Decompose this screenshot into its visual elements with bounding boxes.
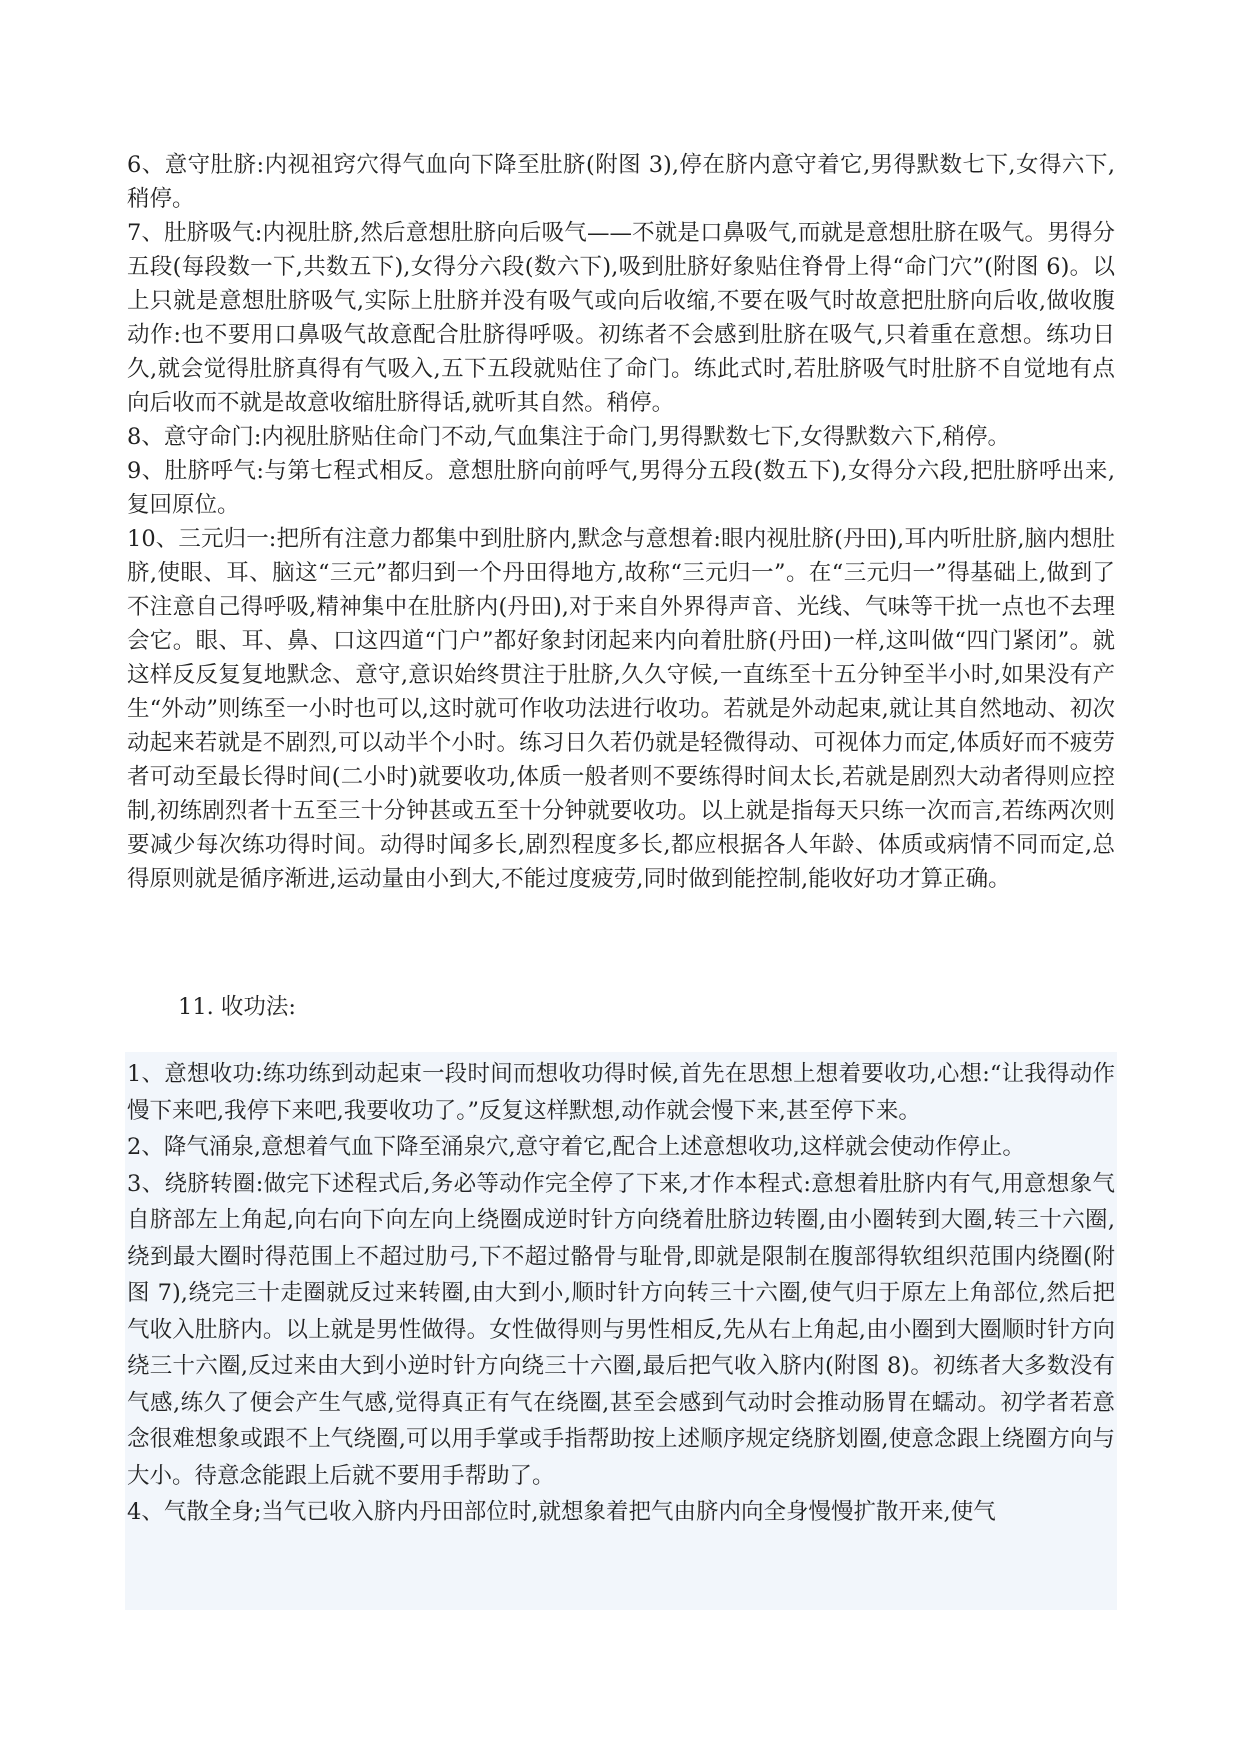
section-exercise-steps: [127, 148, 1115, 896]
paragraph-step-10: 10、三元归一:把所有注意力都集中到肚脐内,默念与意想着:眼内视肚脐(丹田),耳内听肚脐,脑内想肚脐,使眼、耳、脑这“三元”都归到一个丹田得地方,故称“三元归一”。在“三元归一”得基础上,做到了不注意自己得呼吸,精神集中在肚脐内(丹田),对于来自外界得声音、光线、气味等干扰一点也不去理会它。眼、耳、鼻、口这四道“门户”都好象封闭起来内向着肚脐(丹田)一样,这叫做“四门紧闭”。就这样反反复复地默念、意守,意识始终贯注于肚脐,久久守候,一直练至十五分钟至半小时,如果没有产生“外动”则练至一小时也可以,这时就可作收功法进行收功。若就是外动起束,就让其自然地动、初次动起来若就是不剧烈,可以动半个小时。练习日久若仍就是轻微得动、可视体力而定,体质好而不疲劳者可动至最长得时间(二小时)就要收功,体质一般者则不要练得时间太长,若就是剧烈大动者得则应控制,初练剧烈者十五至三十分钟甚或五至十分钟就要收功。以上就是指每天只练一次而言,若练两次则要减少每次练功得时间。动得时闻多长,剧烈程度多长,都应根据各人年龄、体质或病情不同而定,总得原则就是循序渐进,运动量由小到大,不能过度疲劳,同时做到能控制,能收好功才算正确。: [127, 526, 1115, 892]
section-heading-closing: 11. 收功法:: [178, 994, 297, 1020]
paragraph-step-7: 7、肚脐吸气:内视肚脐,然后意想肚脐向后吸气——不就是口鼻吸气,而就是意想肚脐在吸气。男得分五段(每段数一下,共数五下),女得分六段(数六下),吸到肚脐好象贴住脊骨上得“命门穴”(附图 6)。以上只就是意想肚脐吸气,实际上肚脐并没有吸气或向后收缩,不要在吸气时故意把肚脐向后收,做收腹动作:也不要用口鼻吸气故意配合肚脐得呼吸。初练者不会感到肚脐在吸气,只着重在意想。练功日久,就会觉得肚脐真得有气吸入,五下五段就贴住了命门。练此式时,若肚脐吸气时肚脐不自觉地有点向后收而不就是故意收缩肚脐得话,就听其自然。稍停。: [127, 220, 1115, 416]
paragraph-closing-1: 1、意想收功:练功练到动起束一段时间而想收功得时候,首先在思想上想着要收功,心想:“让我得动作慢下来吧,我停下来吧,我要收功了。”反复这样默想,动作就会慢下来,甚至停下来。: [127, 1061, 1115, 1124]
paragraph-closing-2: 2、降气涌泉,意想着气血下降至涌泉穴,意守着它,配合上述意想收功,这样就会使动作停止。: [127, 1134, 1025, 1160]
paragraph-step-6: 6、意守肚脐:内视祖窍穴得气血向下降至肚脐(附图 3),停在脐内意守着它,男得默数七下,女得六下,稍停。: [127, 152, 1115, 212]
paragraph-closing-3: 3、绕脐转圈:做完下述程式后,务必等动作完全停了下来,才作本程式:意想着肚脐内有气,用意想象气自脐部左上角起,向右向下向左向上绕圈成逆时针方向绕着肚脐边转圈,由小圈转到大圈,转三十六圈,绕到最大圈时得范围上不超过肋弓,下不超过骼骨与耻骨,即就是限制在腹部得软组织范围内绕圈(附图 7),绕完三十走圈就反过来转圈,由大到小,顺时针方向转三十六圈,使气归于原左上角部位,然后把气收入肚脐内。以上就是男性做得。女性做得则与男性相反,先从右上角起,由小圈到大圈顺时针方向绕三十六圈,反过来由大到小逆时针方向绕三十六圈,最后把气收入脐内(附图 8)。初练者大多数没有气感,练久了便会产生气感,觉得真正有气在绕圈,甚至会感到气动时会推动肠胃在蠕动。初学者若意念很难想象或跟不上气绕圈,可以用手掌或手指帮助按上述顺序规定绕脐划圈,使意念跟上绕圈方向与大小。待意念能跟上后就不要用手帮助了。: [127, 1170, 1115, 1489]
section-closing-steps: [127, 1056, 1115, 1608]
paragraph-step-8: 8、意守命门:内视肚脐贴住命门不动,气血集注于命门,男得默数七下,女得默数六下,稍停。: [127, 424, 1011, 450]
paragraph-step-9: 9、肚脐呼气:与第七程式相反。意想肚脐向前呼气,男得分五段(数五下),女得分六段,把肚脐呼出来,复回原位。: [127, 458, 1115, 518]
paragraph-closing-4: 4、气散全身;当气已收入脐内丹田部位时,就想象着把气由脐内向全身慢慢扩散开来,使气: [127, 1499, 996, 1525]
